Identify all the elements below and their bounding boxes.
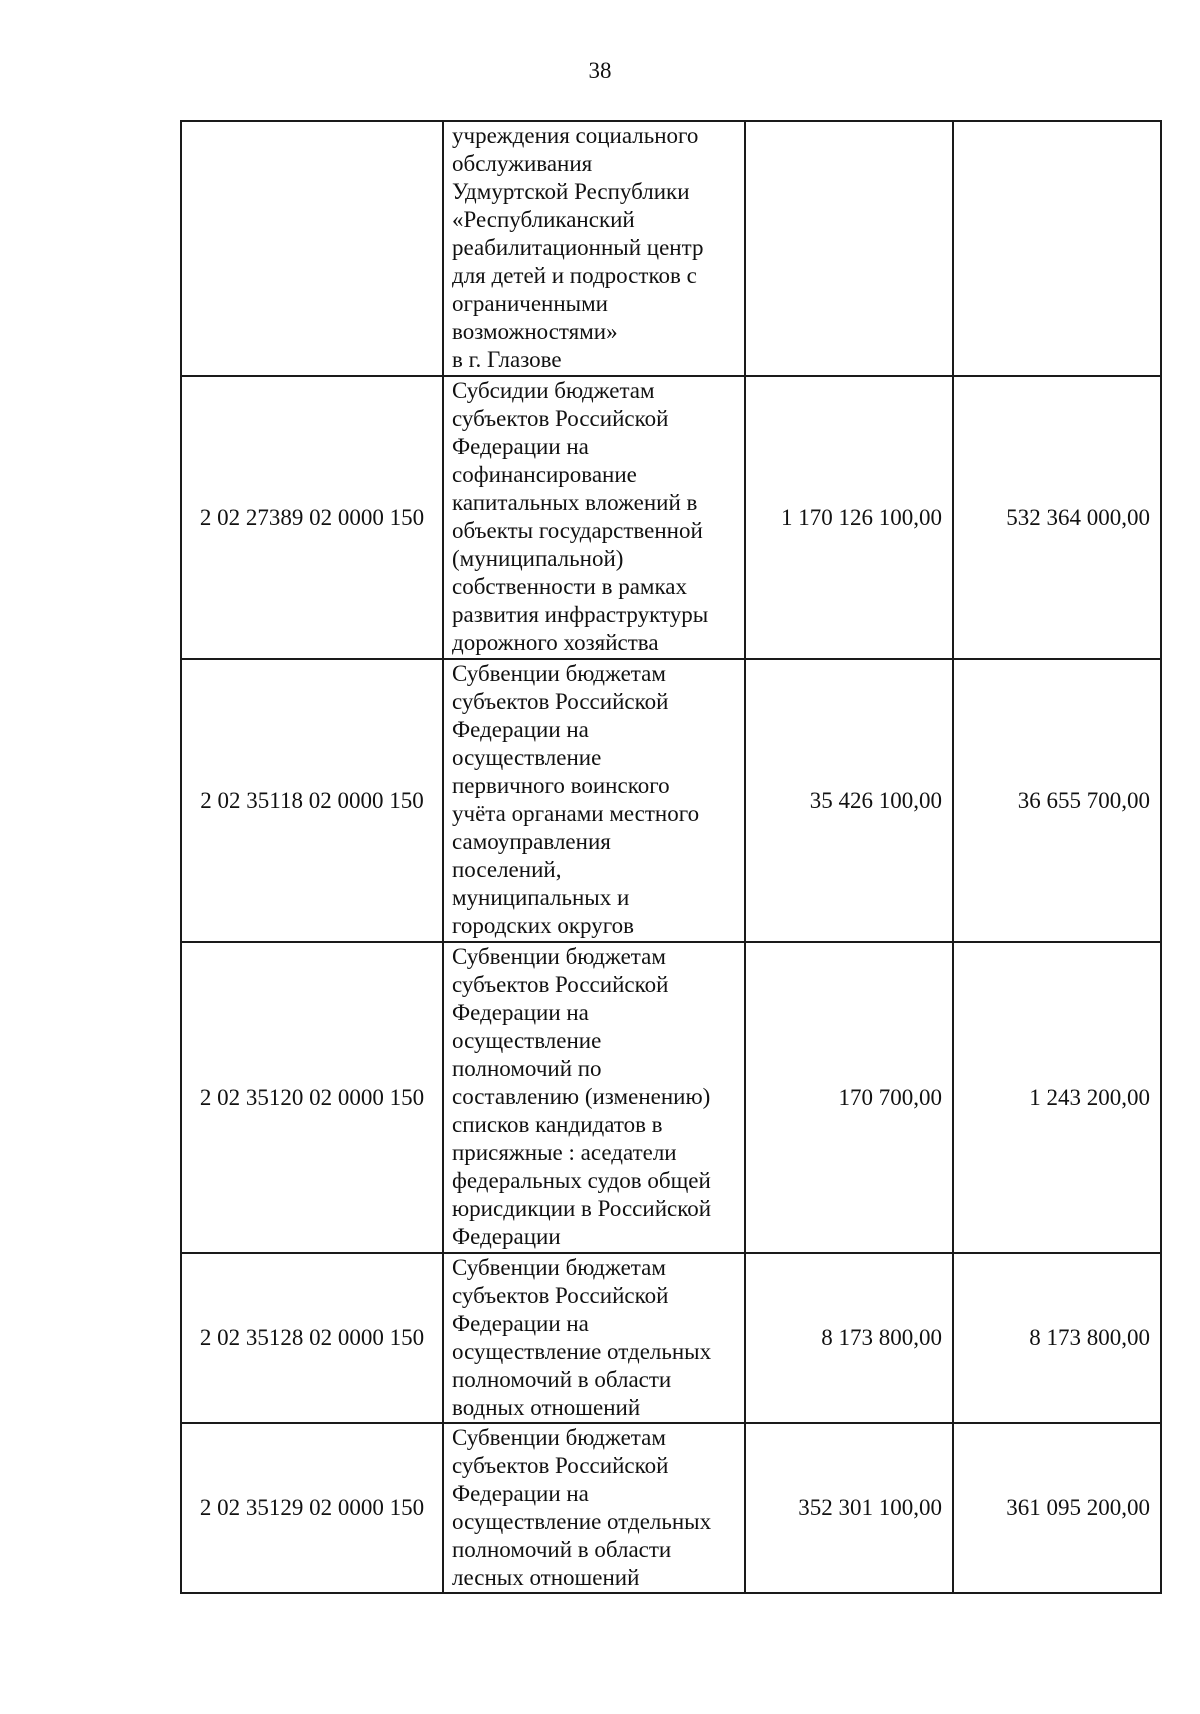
budget-code-cell: 2 02 35120 02 0000 150 xyxy=(181,942,443,1253)
budget-revenue-table xyxy=(180,120,1162,1594)
amount-cell-2: 1 243 200,00 xyxy=(953,942,1161,1253)
table-row xyxy=(181,1423,1161,1593)
amount-cell-1: 170 700,00 xyxy=(745,942,953,1253)
amount-cell-2 xyxy=(953,121,1161,376)
amount-cell-2: 361 095 200,00 xyxy=(953,1423,1161,1593)
amount-cell-1 xyxy=(745,121,953,376)
budget-code-cell: 2 02 35129 02 0000 150 xyxy=(181,1423,443,1593)
budget-code-cell: 2 02 35128 02 0000 150 xyxy=(181,1253,443,1423)
amount-cell-2: 532 364 000,00 xyxy=(953,376,1161,659)
description-cell: Субвенции бюджетам субъектов Российской Федерации на осуществление отдельных полномочий в области лесных отношений xyxy=(443,1423,745,1593)
table-row xyxy=(181,659,1161,942)
description-cell: Субвенции бюджетам субъектов Российской Федерации на осуществление полномочий по составлению (изменению) списков кандидатов в присяжные : аседатели федеральных судов общей юрисдикции в Российской Федерации xyxy=(443,942,745,1253)
amount-cell-2: 8 173 800,00 xyxy=(953,1253,1161,1423)
description-cell: Субвенции бюджетам субъектов Российской Федерации на осуществление первичного воинского учёта органами местного самоуправления поселений, муниципальных и городских округов xyxy=(443,659,745,942)
amount-cell-1: 8 173 800,00 xyxy=(745,1253,953,1423)
budget-code-cell: 2 02 35118 02 0000 150 xyxy=(181,659,443,942)
amount-cell-1: 35 426 100,00 xyxy=(745,659,953,942)
table-row xyxy=(181,121,1161,376)
description-cell: Субвенции бюджетам субъектов Российской Федерации на осуществление отдельных полномочий в области водных отношений xyxy=(443,1253,745,1423)
page-number: 38 xyxy=(588,58,612,83)
budget-code-cell xyxy=(181,121,443,376)
amount-cell-2: 36 655 700,00 xyxy=(953,659,1161,942)
amount-cell-1: 1 170 126 100,00 xyxy=(745,376,953,659)
table-row xyxy=(181,942,1161,1253)
description-cell: учреждения социального обслуживания Удмуртской Республики «Республиканский реабилитационный центр для детей и подростков с ограниченными возможностями» в г. Глазове xyxy=(443,121,745,376)
table-row xyxy=(181,376,1161,659)
table-row xyxy=(181,1253,1161,1423)
amount-cell-1: 352 301 100,00 xyxy=(745,1423,953,1593)
description-cell: Субсидии бюджетам субъектов Российской Федерации на софинансирование капитальных вложений в объекты государственной (муниципальной) собственности в рамках развития инфраструктуры дорожного хозяйства xyxy=(443,376,745,659)
budget-code-cell: 2 02 27389 02 0000 150 xyxy=(181,376,443,659)
